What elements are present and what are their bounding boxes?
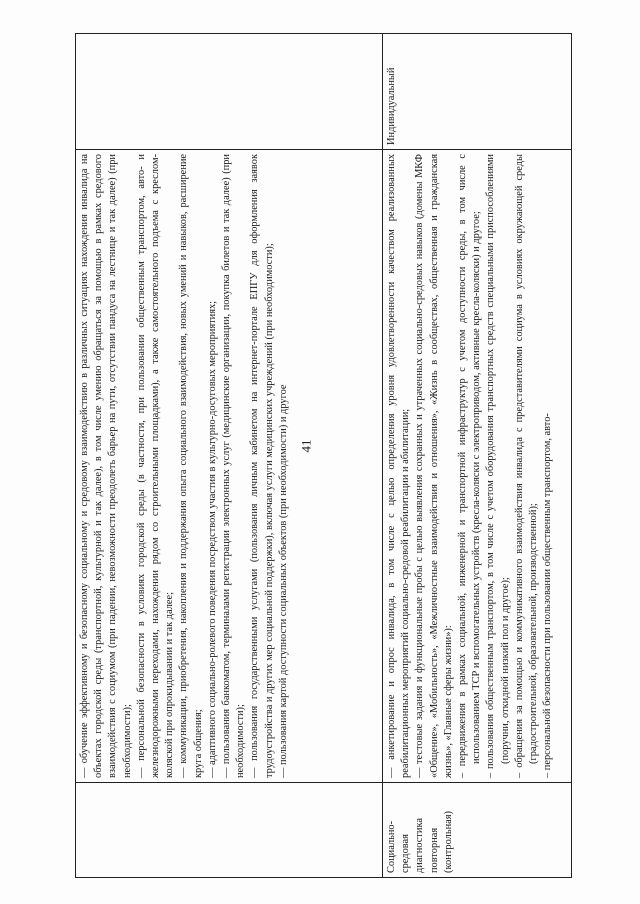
paragraph: — пользования банкоматом, терминалами регистрации электронных услуг (медицинские организации, покупка билетов и так далее) (при необходимости);: [221, 154, 247, 778]
stage-cell: Социально-средовая диагностика повторная (контрольная): [383, 783, 572, 878]
paragraph: — пользования картой доступности социальных объектов (при необходимости) и другое: [277, 384, 289, 778]
stage-cell: [76, 783, 383, 878]
rehabilitation-table: [75, 33, 572, 878]
content-cell: [383, 150, 572, 783]
paragraph: — анкетирование и опрос инвалида, в том числе с целью определения уровня удовлетворенности качеством реализованных реабилитационных мероприятий социально-средовой реабилитации и абилитации;: [386, 154, 412, 778]
list-item: – персональной безопасности при пользовании общественным транспортом, авто-: [542, 413, 554, 778]
form-cell: [76, 34, 383, 150]
list-item: – передвижения в рамках социальной, инженерной и транспортной инфраструктур с учетом доступности среды, в том числе с использованием ТСР и вспомогательных устройств (кресла-коляски с электроприводом, активные кресла-коляски) и другое;: [457, 154, 483, 778]
list-item: – пользования общественным транспортом, в том числе с учетом оборудования транспортных средств специальными приспособлениями (поручни, откидной низкий пол и другое);: [485, 154, 511, 778]
paragraph: — коммуникации, приобретения, накопления и поддержания опыта социального взаимодействия, новых умений и навыков, расширение круга общения;: [178, 154, 204, 778]
table-row: [383, 34, 572, 878]
paragraph: — тестовые задания и функциональные пробы с целью выявления сохранных и утраченных социально-средовых навыков (домены МКФ «Общение», «Мобильность», «Межличностные взаимодействия и отношения», «Жизнь в сообществах, общественная и гражданская жизнь», «Главные сферы жизни»):: [414, 154, 454, 778]
paragraph: — адаптивного социально-ролевого поведения посредством участия в культурно-досуговых мероприятиях;: [206, 300, 218, 778]
form-cell: Индивидуальный: [383, 34, 572, 150]
list-item: – обращения за помощью и коммуникативного взаимодействия инвалида с представителями социума в условиях окружающей среды (градостроительной, образовательной, производственной);: [513, 154, 540, 778]
paragraph: — обучение эффективному и безопасному социальному и средовому взаимодействию в различных ситуациях нахождения инвалида на объектах городской среды (транспортной, культурной и так далее), в том числе умению обращаться за помощью в рамках средового взаимодействия с социумом (при падении, невозможности преодолеть барьер на пути, отсутствии пандуса на лестнице и так далее) (при необходимости);: [79, 154, 133, 778]
page-number: 41: [298, 439, 314, 453]
content-cell: [76, 150, 383, 783]
paragraph: — пользования государственными услугами (пользования личным кабинетом на интернет-портале ЕПГУ для оформления заявок трудоустройства и других мер социальной поддержки), включая услуги медицинских учреждений (при необходимости);: [249, 154, 275, 778]
rotated-table-sheet: [75, 33, 565, 878]
table-row: [76, 34, 383, 878]
paragraph: — персональной безопасности в условиях городской среды (в частности, при пользовании общественным транспортом, авто- и железнодорожными переходами, нахождении рядом со строительными площадками), а также самостоятельного подъема с креслом-коляской при опрокидывании и так далее;: [135, 154, 176, 778]
